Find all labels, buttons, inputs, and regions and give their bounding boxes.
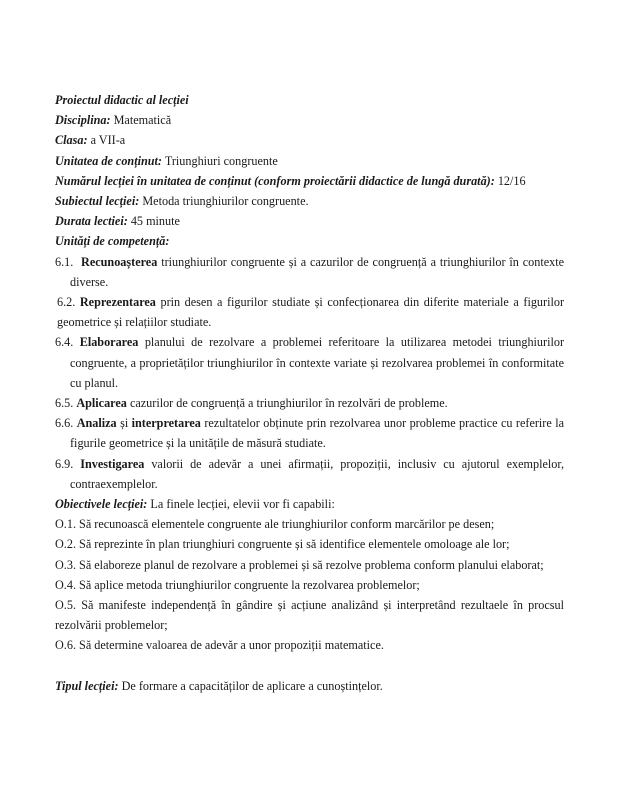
competence-keyword: Analiza (76, 416, 117, 431)
competence-text: triunghiurilor congruente și a cazurilor de congruență a triunghiurilor în contexte diverse. (70, 254, 565, 289)
competente-heading (55, 231, 564, 251)
field-disciplina (55, 110, 564, 130)
field-value: 12/16 (497, 173, 526, 188)
field-subiectul (55, 191, 564, 211)
competence-keyword: Reprezentarea (79, 294, 156, 309)
field-label: Unitatea de conținut: (55, 153, 162, 168)
field-numarul (55, 171, 564, 191)
competence-text: rezultatelor obținute prin rezolvarea unor probleme practice cu referire la figurile geometrice și la unitățile de măsură studiate. (70, 416, 564, 451)
field-label: Subiectul lecției: (55, 193, 140, 208)
objective-item: O.3. Să elaboreze planul de rezolvare a problemei și să rezolve problema conform planului elaborat; (55, 557, 544, 572)
field-unitatea (55, 151, 564, 171)
field-value: Metoda triunghiurilor congruente. (142, 193, 309, 208)
competence-text: planului de rezolvare a problemei referitoare la utilizarea metodei triunghiurilor congruente, a proprietăților triunghiurilor în contexte variate și rezolvarea problemei în conformitate cu planul. (70, 335, 564, 390)
objective-item: O.4. Să aplice metoda triunghiurilor congruente la rezolvarea problemelor; (55, 577, 420, 592)
field-label: Numărul lecției în unitatea de conținut (conform proiectării didactice de lungă durată): (55, 173, 495, 188)
obiective-heading (55, 494, 564, 514)
competence-item (55, 252, 564, 292)
competence-text: valorii de adevăr a unei afirmații, propoziții, inclusiv cu ajutorul exemplelor, contraexemplelor. (70, 456, 564, 491)
document-title-line (55, 90, 564, 110)
competence-number: 6.6. (55, 416, 74, 431)
objective-item: O.1. Să recunoască elementele congruente ale triunghiurilor conform marcărilor pe desen; (55, 517, 495, 532)
field-value: Triunghiuri congruente (164, 153, 278, 168)
section-label: Obiectivele lecției: (55, 496, 148, 511)
section-intro: La finele lecției, elevii vor fi capabili: (150, 496, 335, 511)
competente-list (55, 252, 564, 494)
competence-keyword: Aplicarea (76, 395, 127, 410)
document-title: Proiectul didactic al lecției (55, 93, 189, 107)
objective-item: O.5. Să manifeste independență în gândire și acțiune analizând și interpretând rezultaele în procsul rezolvării problemelor; (55, 597, 564, 633)
field-tipul (55, 676, 564, 696)
competence-conjunction: și (120, 416, 129, 431)
field-label: Disciplina: (55, 113, 111, 128)
competence-keyword-2: interpretarea (131, 416, 201, 431)
competence-number: 6.4. (55, 335, 74, 350)
competence-number: 6.2. (57, 294, 76, 309)
competence-number: 6.1. (55, 254, 74, 269)
objective-item: O.2. Să reprezinte în plan triunghiuri congruente și să identifice elementele omoloage ale lor; (55, 537, 510, 552)
field-value: Matematică (113, 113, 172, 128)
competence-number: 6.5. (55, 395, 74, 410)
competence-item (55, 454, 564, 494)
competence-item (55, 332, 564, 393)
blank-line (55, 656, 564, 676)
section-label: Unități de competență: (55, 234, 170, 249)
field-label: Clasa: (55, 133, 88, 148)
field-value: 45 minute (130, 214, 180, 229)
competence-number: 6.9. (55, 456, 74, 471)
field-label: Tipul lecției: (55, 678, 119, 693)
field-value: De formare a capacităților de aplicare a cunoștințelor. (121, 678, 383, 693)
competence-item (57, 292, 564, 332)
competence-keyword: Investigarea (80, 456, 145, 471)
objectives-list (55, 514, 564, 655)
lesson-plan-document (55, 90, 564, 696)
competence-text: prin desen a figurilor studiate și confecționarea din diferite materiale a figurilor geometrice și relațiilor studiate. (57, 294, 565, 330)
competence-item (55, 393, 564, 413)
competence-keyword: Elaborarea (79, 335, 139, 350)
objective-item: O.6. Să determine valoarea de adevăr a unor propoziții matematice. (55, 638, 384, 653)
field-clasa (55, 130, 564, 150)
field-label: Durata lectiei: (55, 214, 128, 229)
competence-keyword: Recunoașterea (81, 254, 158, 269)
competence-text: cazurilor de congruență a triunghiurilor în rezolvări de probleme. (129, 395, 448, 410)
competence-item (55, 413, 564, 453)
field-value: a VII-a (90, 133, 126, 148)
field-durata (55, 211, 564, 231)
